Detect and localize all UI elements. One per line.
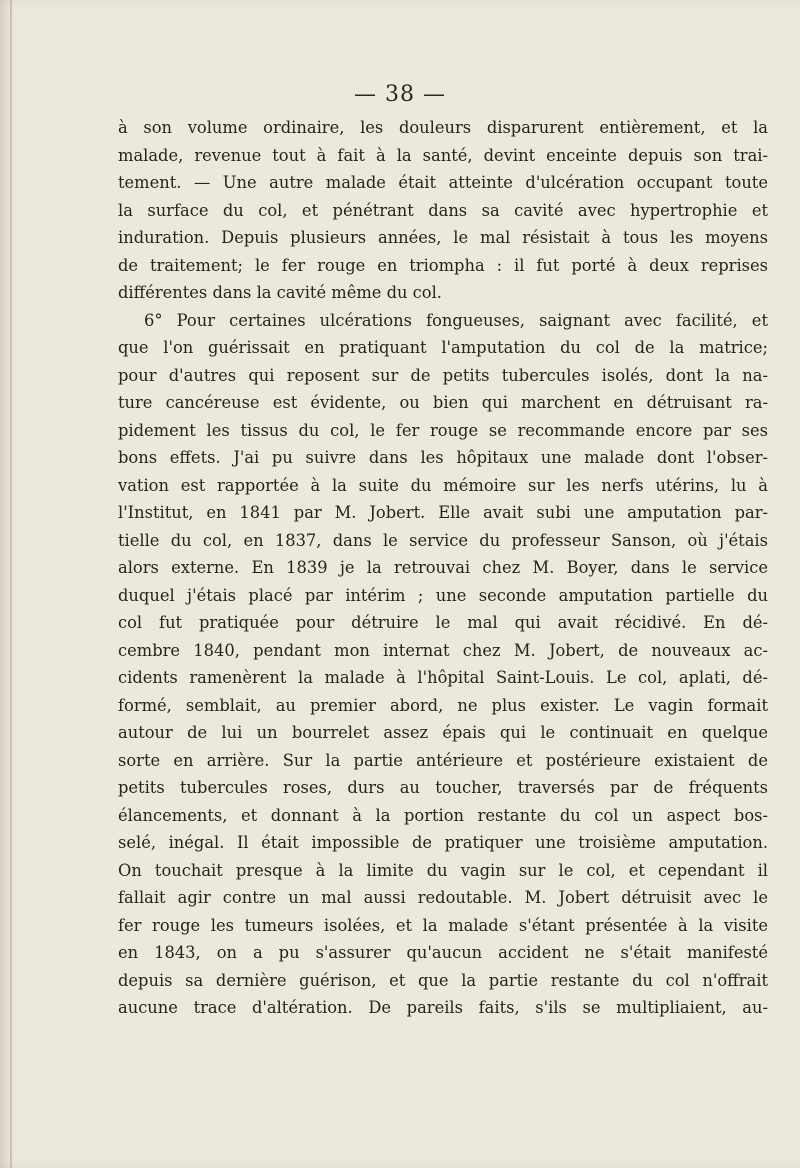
text-line: duquel j'étais placé par intérim ; une seconde amputation partielle du	[118, 585, 768, 605]
text-line: à son volume ordinaire, les douleurs disparurent entièrement, et la	[118, 118, 768, 137]
text-line: différentes dans la cavité même du col.	[118, 283, 442, 302]
text-line: tielle du col, en 1837, dans le service du professeur Sanson, où j'étais	[118, 530, 768, 550]
text-line: cembre 1840, pendant mon internat chez M. Jobert, de nouveaux ac-	[118, 640, 768, 660]
page-binding-edge	[10, 0, 12, 1168]
text-line: de traitement; le fer rouge en triompha : il fut porté à deux reprises	[118, 255, 768, 275]
text-line: fer rouge les tumeurs isolées, et la malade s'étant présentée à la visite	[118, 915, 768, 935]
text-line: autour de lui un bourrelet assez épais qui le continuait en quelque	[118, 723, 768, 742]
page-number: — 38 —	[354, 82, 446, 107]
text-line: sorte en arrière. Sur la partie antérieure et postérieure existaient de	[118, 750, 768, 770]
text-line: formé, semblait, au premier abord, ne plus exister. Le vagin formait	[118, 695, 768, 715]
text-line: bons effets. J'ai pu suivre dans les hôpitaux une malade dont l'obser-	[118, 448, 768, 467]
text-line: fallait agir contre un mal aussi redoutable. M. Jobert détruisit avec le	[118, 888, 768, 907]
text-line: la surface du col, et pénétrant dans sa cavité avec hypertrophie et	[118, 200, 768, 220]
text-line: que l'on guérissait en pratiquant l'amputation du col de la matrice;	[118, 338, 768, 357]
text-line: selé, inégal. Il était impossible de pratiquer une troisième amputation.	[118, 833, 768, 852]
text-line: induration. Depuis plusieurs années, le mal résistait à tous les moyens	[118, 228, 768, 247]
text-line: aucune trace d'altération. De pareils faits, s'ils se multipliaient, au-	[118, 998, 768, 1017]
text-line: On touchait presque à la limite du vagin sur le col, et cependant il	[118, 860, 768, 880]
text-line: petits tubercules roses, durs au toucher, traversés par de fréquents	[118, 778, 768, 797]
text-line: en 1843, on a pu s'assurer qu'aucun accident ne s'était manifesté	[118, 943, 768, 962]
text-line: pidement les tissus du col, le fer rouge se recommande encore par ses	[118, 420, 768, 440]
text-line: malade, revenue tout à fait à la santé, devint enceinte depuis son trai-	[118, 145, 768, 165]
text-line: l'Institut, en 1841 par M. Jobert. Elle avait subi une amputation par-	[118, 503, 768, 522]
text-line: pour d'autres qui reposent sur de petits tubercules isolés, dont la na-	[118, 365, 768, 385]
text-line: ture cancéreuse est évidente, ou bien qui marchent en détruisant ra-	[118, 393, 768, 412]
text-line: vation est rapportée à la suite du mémoire sur les nerfs utérins, lu à	[118, 475, 768, 495]
text-line: tement. — Une autre malade était atteinte d'ulcération occupant toute	[118, 173, 768, 192]
text-line: élancements, et donnant à la portion restante du col un aspect bos-	[118, 805, 768, 825]
text-line: depuis sa dernière guérison, et que la partie restante du col n'offrait	[118, 970, 768, 990]
text-line: col fut pratiquée pour détruire le mal qui avait récidivé. En dé-	[118, 613, 768, 632]
body-text	[118, 114, 768, 1022]
text-line: cidents ramenèrent la malade à l'hôpital Saint-Louis. Le col, aplati, dé-	[118, 668, 768, 687]
text-line: alors externe. En 1839 je la retrouvai chez M. Boyer, dans le service	[118, 558, 768, 577]
text-line: 6° Pour certaines ulcérations fongueuses, saignant avec facilité, et	[144, 310, 768, 330]
